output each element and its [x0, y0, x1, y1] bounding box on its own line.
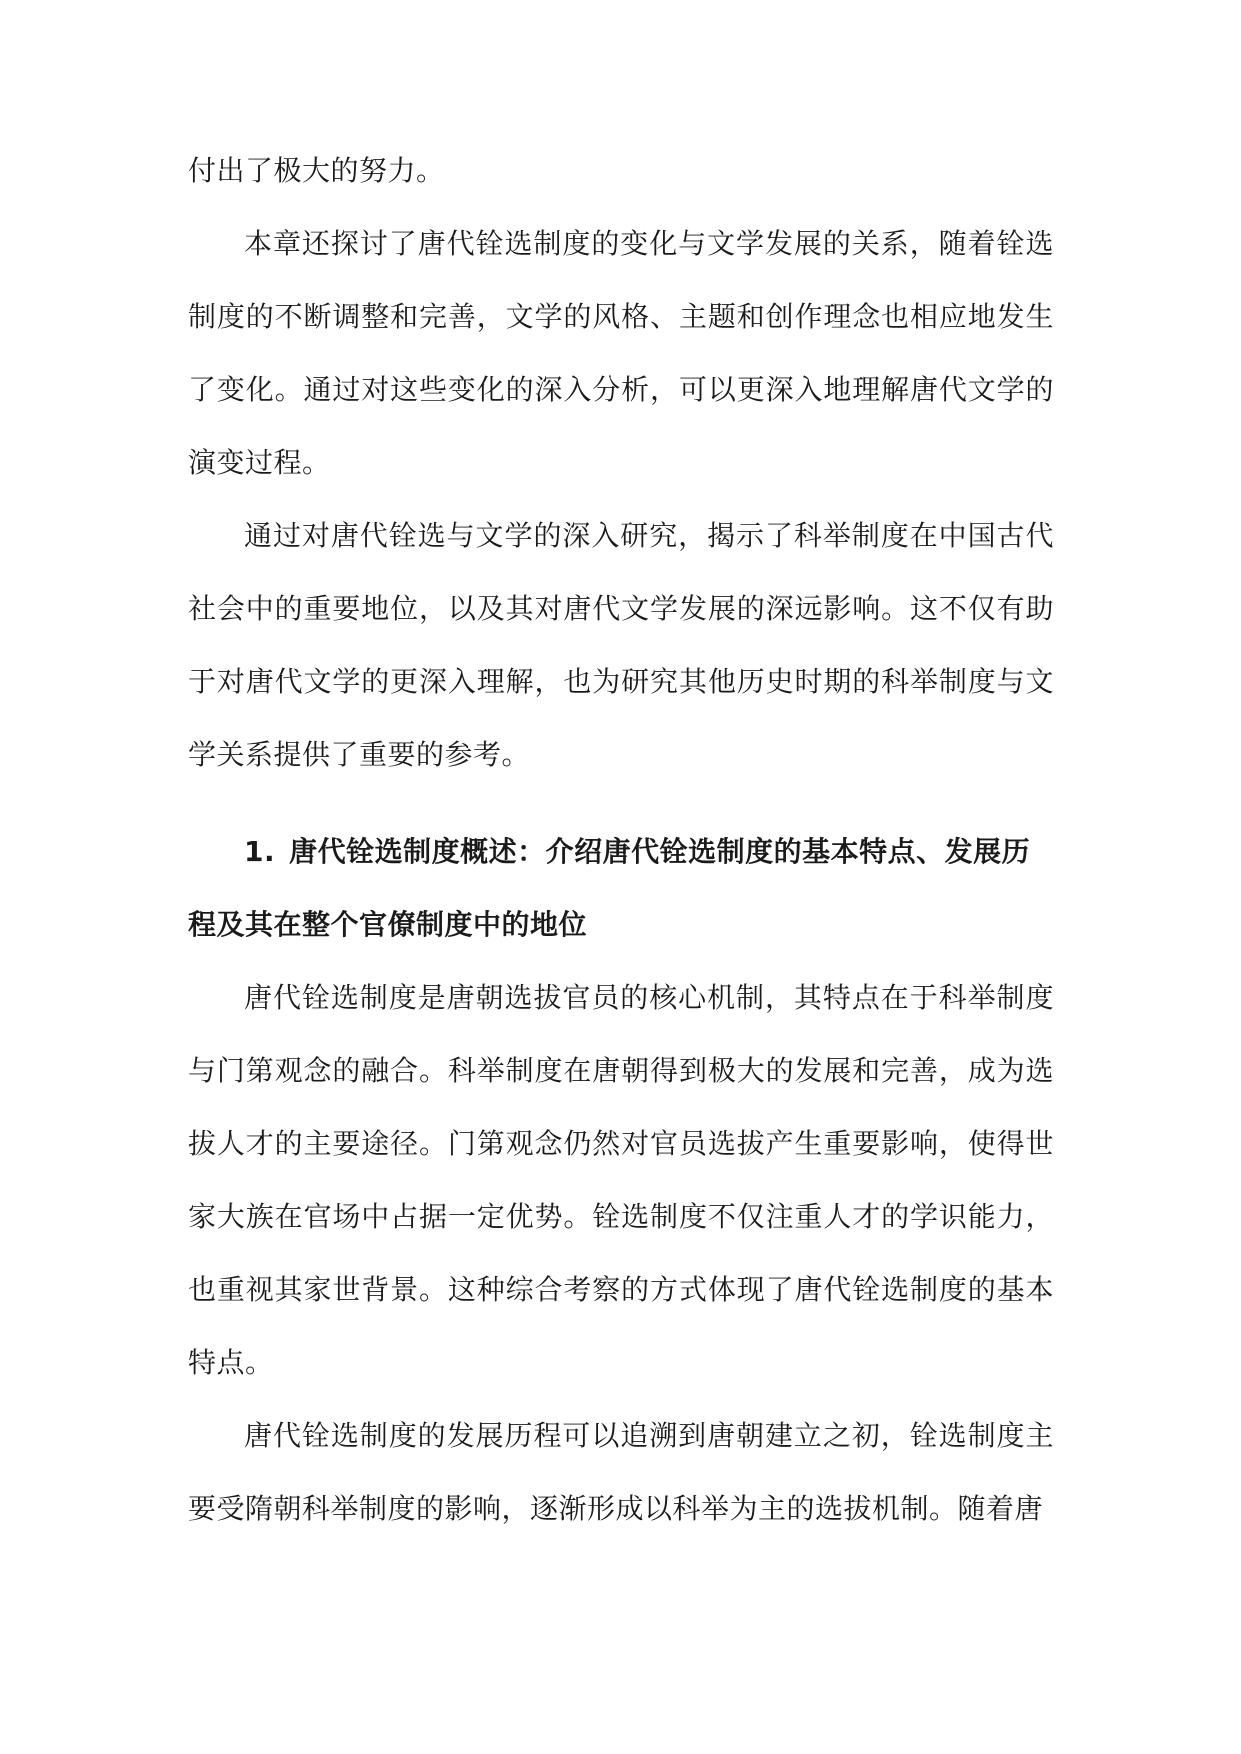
section-title: 唐代铨选制度概述：介绍唐代铨选制度的基本特点、发展历程及其在整个官僚制度中的地位	[188, 835, 1031, 941]
paragraph-development-history: 唐代铨选制度的发展历程可以追溯到唐朝建立之初，铨选制度主要受隋朝科举制度的影响，逐渐形成以科举为主的选拔机制。随着唐	[188, 1419, 1054, 1525]
page-content	[188, 134, 1054, 1545]
section-number: 1.	[244, 835, 276, 868]
paragraph-chapter-summary: 本章还探讨了唐代铨选制度的变化与文学发展的关系，随着铨选制度的不断调整和完善，文学的风格、主题和创作理念也相应地发生了变化。通过对这些变化的深入分析，可以更深入地理解唐代文学的演变过程。	[188, 227, 1054, 479]
section-heading	[188, 815, 1054, 961]
paragraph-continuation: 付出了极大的努力。	[188, 154, 445, 187]
paragraph-system-characteristics: 唐代铨选制度是唐朝选拔官员的核心机制，其特点在于科举制度与门第观念的融合。科举制度在唐朝得到极大的发展和完善，成为选拔人才的主要途径。门第观念仍然对官员选拔产生重要影响，使得世家大族在官场中占据一定优势。铨选制度不仅注重人才的学识能力，也重视其家世背景。这种综合考察的方式体现了唐代铨选制度的基本特点。	[188, 981, 1054, 1379]
paragraph-research-conclusion: 通过对唐代铨选与文学的深入研究，揭示了科举制度在中国古代社会中的重要地位，以及其对唐代文学发展的深远影响。这不仅有助于对唐代文学的更深入理解，也为研究其他历史时期的科举制度与文学关系提供了重要的参考。	[188, 519, 1054, 771]
